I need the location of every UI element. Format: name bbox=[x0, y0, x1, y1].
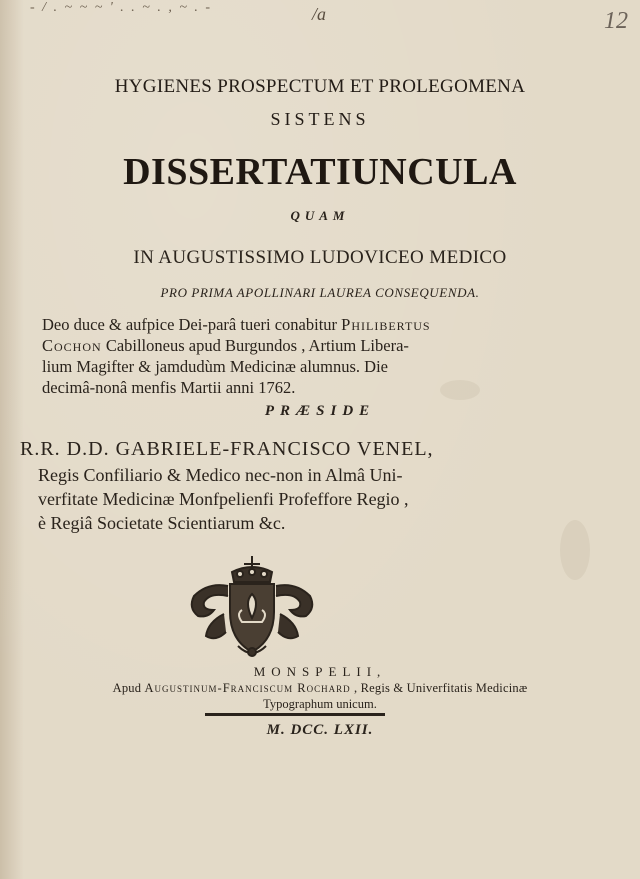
candidate-line-3: lium Magifter & jamdudùm Medicinæ alumnus. Die bbox=[42, 357, 388, 376]
president-title-line-3: è Regiâ Societate Scientiarum &c. bbox=[38, 513, 286, 533]
candidate-line-2-text: Cabilloneus apud Burgundos , Artium Libera- bbox=[101, 336, 409, 355]
degree-line: PRO PRIMA APOLLINARI LAUREA CONSEQUENDA. bbox=[160, 285, 480, 300]
main-title: DISSERTATIUNCULA bbox=[123, 151, 517, 193]
top-handwriting: - / . ~ ~ ~ ' . . ~ . , ~ . - bbox=[30, 0, 213, 15]
imprint-apud: Apud bbox=[112, 681, 145, 695]
president-title-line-1: Regis Confiliario & Medico nec-non in Almâ Uni- bbox=[38, 465, 403, 485]
candidate-first-name: Philibertus bbox=[341, 315, 431, 334]
quam-line: QUAM bbox=[290, 208, 350, 223]
title-line-1: HYGIENES PROSPECTUM ET PROLEGOMENA bbox=[114, 76, 526, 97]
president-titles bbox=[38, 463, 600, 535]
imprint-city: MONSPELII, bbox=[253, 664, 387, 679]
candidate-line-1 bbox=[42, 314, 594, 335]
folio-handwritten-mark: /a bbox=[312, 4, 327, 24]
preside-heading: PRÆSIDE bbox=[264, 403, 376, 419]
institution-line: IN AUGUSTISSIMO LUDOVICEO MEDICO bbox=[133, 247, 507, 268]
president-name: R.R. D.D. GABRIELE-FRANCISCO VENEL, bbox=[20, 438, 434, 460]
fleur-de-lis-crowned-crest-icon bbox=[180, 552, 324, 660]
candidate-line-4: decimâ-nonâ menfis Martii anni 1762. bbox=[42, 378, 296, 397]
imprint-printer-name: Augustinum-Franciscum Rochard bbox=[144, 681, 351, 695]
imprint-printer-line bbox=[0, 681, 640, 696]
president-block bbox=[20, 438, 600, 535]
imprint-printer-title: , Regis & Univerfitatis Medicinæ bbox=[350, 681, 528, 695]
candidate-line-1-text: Deo duce & aufpice Dei-parâ tueri conabitur bbox=[42, 315, 342, 334]
imprint-rule bbox=[205, 713, 385, 716]
imprint-typographer: Typographum unicum. bbox=[263, 697, 377, 711]
title-line-2: SISTENS bbox=[270, 109, 370, 129]
folio-number: 12 bbox=[604, 8, 628, 34]
president-title-line-2: verfitate Medicinæ Monfpelienfi Profeffore Regio , bbox=[38, 489, 409, 509]
candidate-surname: Cochon bbox=[42, 336, 102, 355]
candidate-paragraph bbox=[42, 314, 594, 398]
publication-year: M. DCC. LXII. bbox=[266, 722, 374, 738]
candidate-line-2 bbox=[42, 335, 594, 356]
